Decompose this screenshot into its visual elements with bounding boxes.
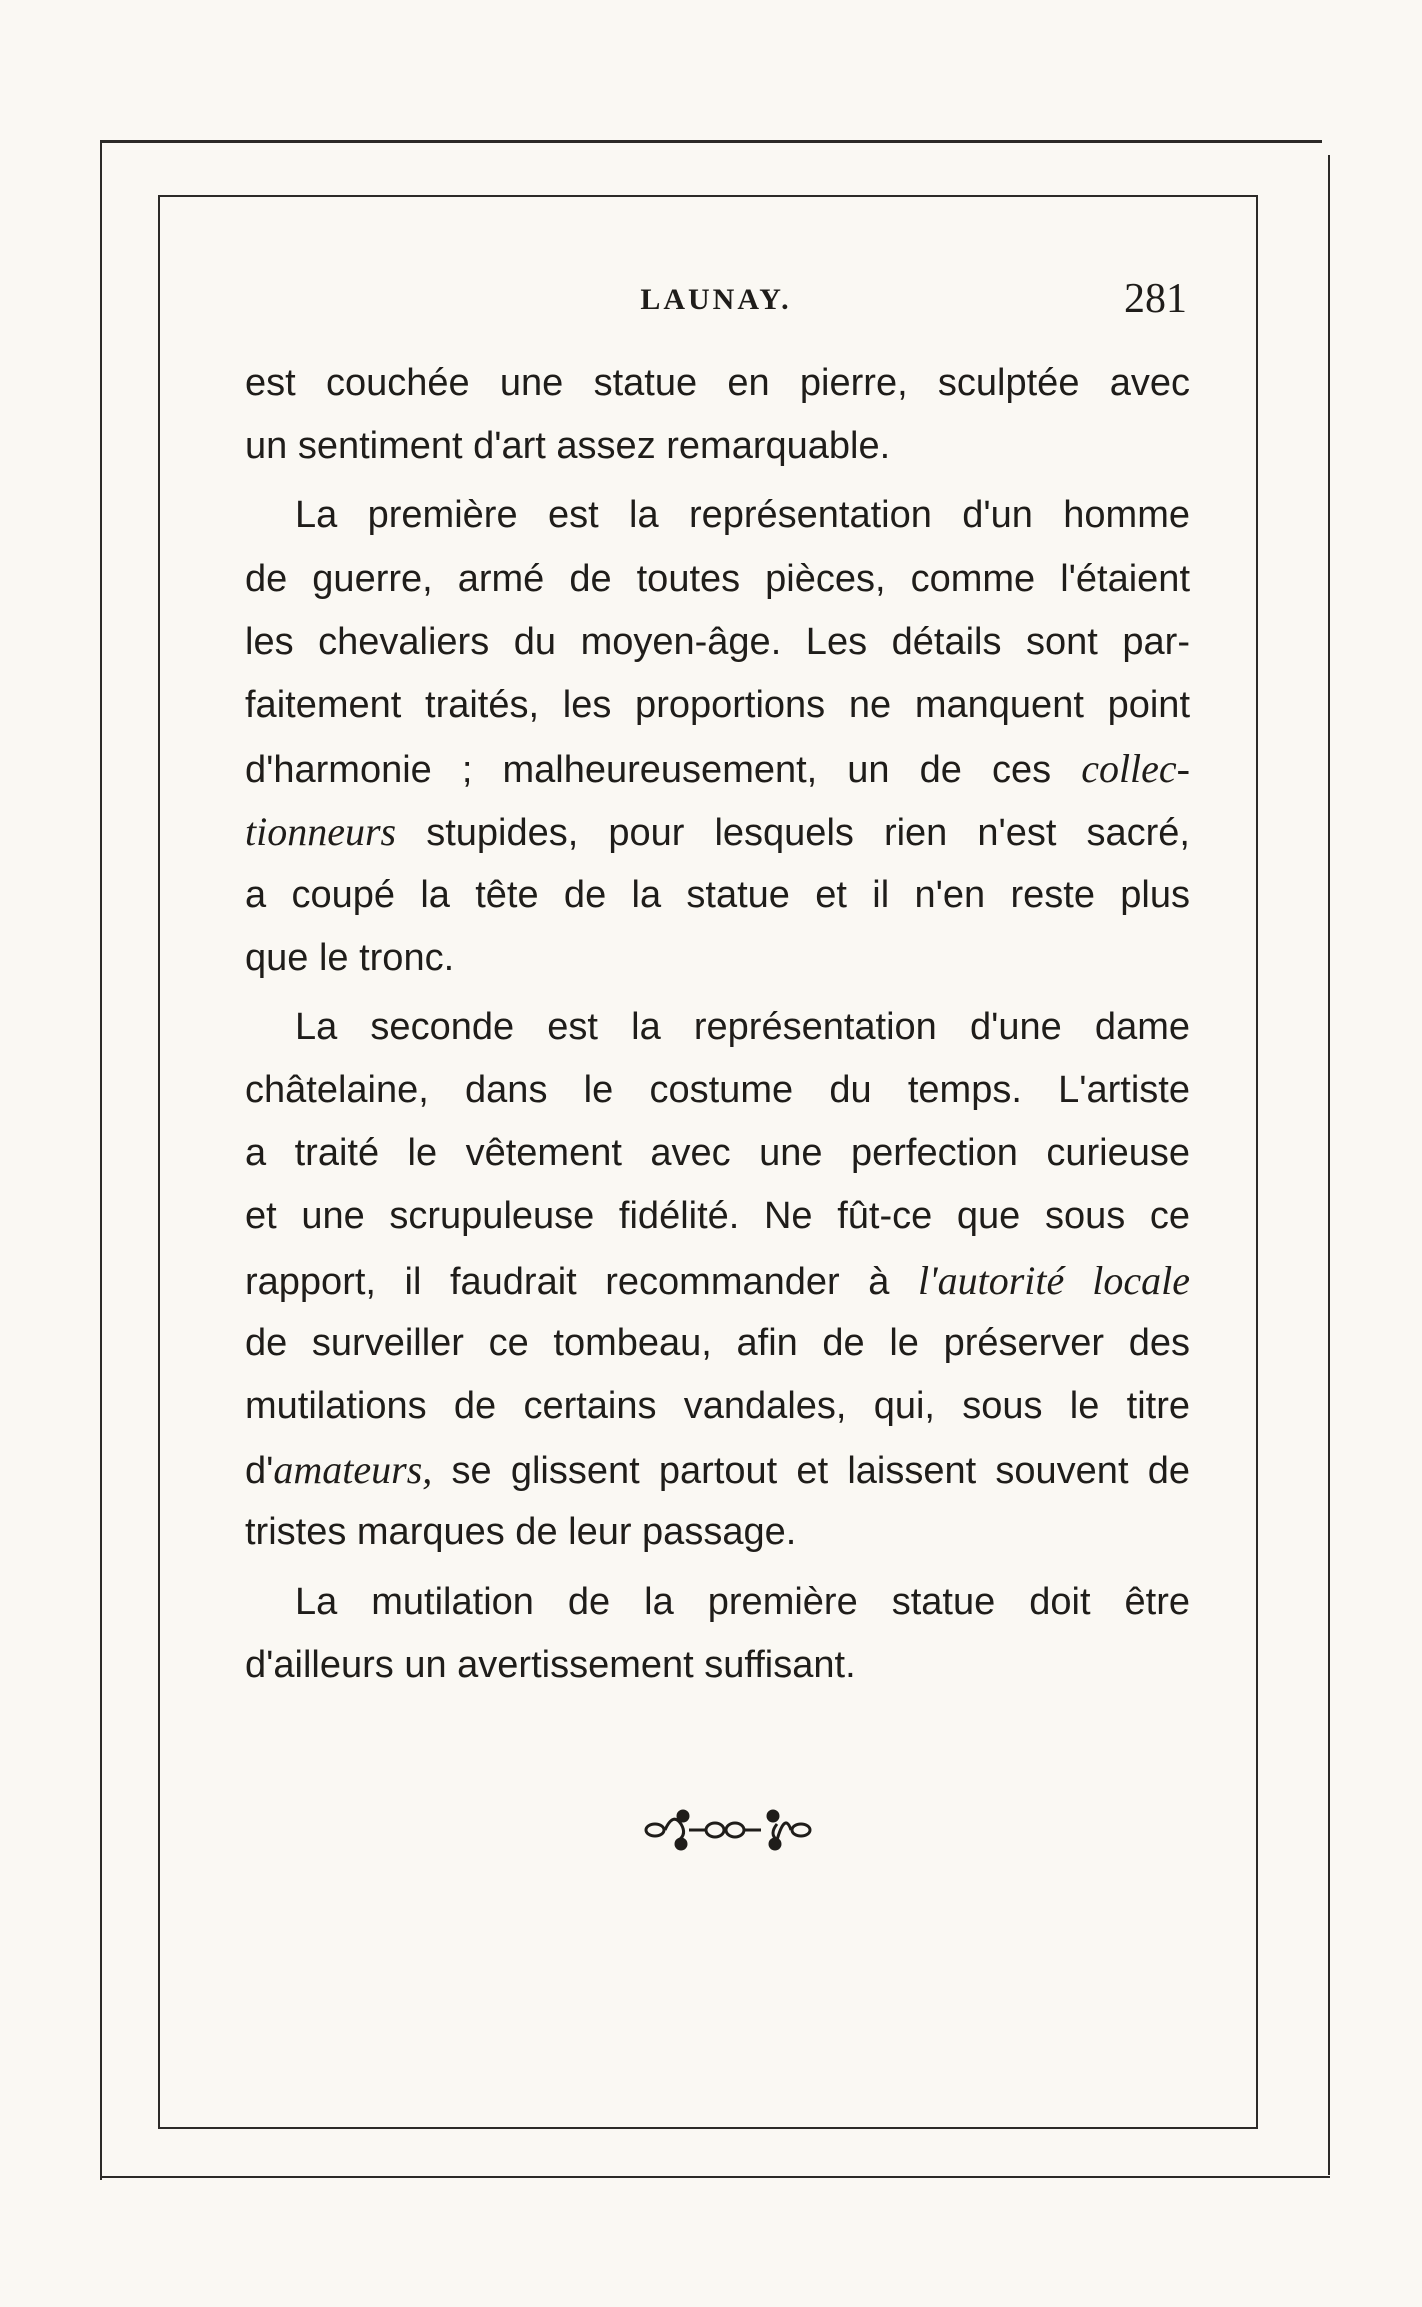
text-line: La première est la représentation d'un homme bbox=[295, 494, 1190, 537]
text-run: rapport, il faudrait recommander à bbox=[245, 1260, 918, 1303]
italic-word: collec- bbox=[1081, 746, 1190, 792]
text-run: se glissent partout et laissent souvent de bbox=[432, 1450, 1190, 1493]
tailpiece-ornament-icon bbox=[643, 1802, 813, 1852]
outer-left-rule bbox=[100, 140, 102, 2180]
italic-word: amateurs, bbox=[273, 1447, 433, 1493]
text-line: d'ailleurs un avertissement suffisant. bbox=[245, 1643, 856, 1686]
italic-word: tionneurs bbox=[245, 809, 397, 855]
text-line bbox=[245, 737, 1190, 800]
text-line: a coupé la tête de la statue et il n'en reste plus bbox=[245, 873, 1190, 916]
text-line: a traité le vêtement avec une perfection curieuse bbox=[245, 1132, 1190, 1175]
inner-bottom-rule bbox=[158, 2127, 1258, 2129]
outer-top-rule bbox=[100, 140, 1322, 143]
inner-top-rule bbox=[158, 195, 1256, 197]
text-line bbox=[245, 1438, 1190, 1501]
text-line: faitement traités, les proportions ne manquent point bbox=[245, 683, 1190, 726]
inner-left-rule bbox=[158, 195, 160, 2127]
italic-phrase: l'autorité locale bbox=[917, 1257, 1190, 1303]
text-line: châtelaine, dans le costume du temps. L'artiste bbox=[245, 1069, 1190, 1112]
running-title: LAUNAY. bbox=[640, 283, 792, 316]
text-line: de guerre, armé de toutes pièces, comme l'étaient bbox=[245, 557, 1190, 600]
outer-bottom-rule bbox=[100, 2176, 1330, 2178]
text-line: et une scrupuleuse fidélité. Ne fût-ce que sous ce bbox=[245, 1195, 1190, 1238]
text-run: stupides, pour lesquels rien n'est sacré, bbox=[396, 812, 1190, 855]
page-number: 281 bbox=[1124, 276, 1187, 322]
outer-right-rule bbox=[1328, 155, 1330, 2175]
text-line bbox=[245, 800, 1190, 863]
text-line: tristes marques de leur passage. bbox=[245, 1511, 797, 1554]
text-line bbox=[245, 1249, 1190, 1312]
text-line: les chevaliers du moyen-âge. Les détails sont par- bbox=[245, 620, 1190, 663]
body-text bbox=[245, 352, 1190, 1697]
text-line: est couchée une statue en pierre, sculptée avec bbox=[245, 362, 1190, 404]
inner-right-rule bbox=[1256, 195, 1258, 2127]
text-line: La mutilation de la première statue doit être bbox=[295, 1580, 1190, 1623]
running-head bbox=[245, 275, 1187, 335]
text-run: d'harmonie ; malheureusement, un de ces bbox=[245, 749, 1082, 792]
text-line: mutilations de certains vandales, qui, sous le titre bbox=[245, 1385, 1190, 1427]
text-run: d' bbox=[245, 1450, 274, 1493]
text-line: La seconde est la représentation d'une dame bbox=[295, 1005, 1190, 1048]
text-line: que le tronc. bbox=[245, 936, 455, 979]
text-line: un sentiment d'art assez remarquable. bbox=[245, 425, 891, 468]
text-line: de surveiller ce tombeau, afin de le préserver des bbox=[245, 1321, 1190, 1364]
